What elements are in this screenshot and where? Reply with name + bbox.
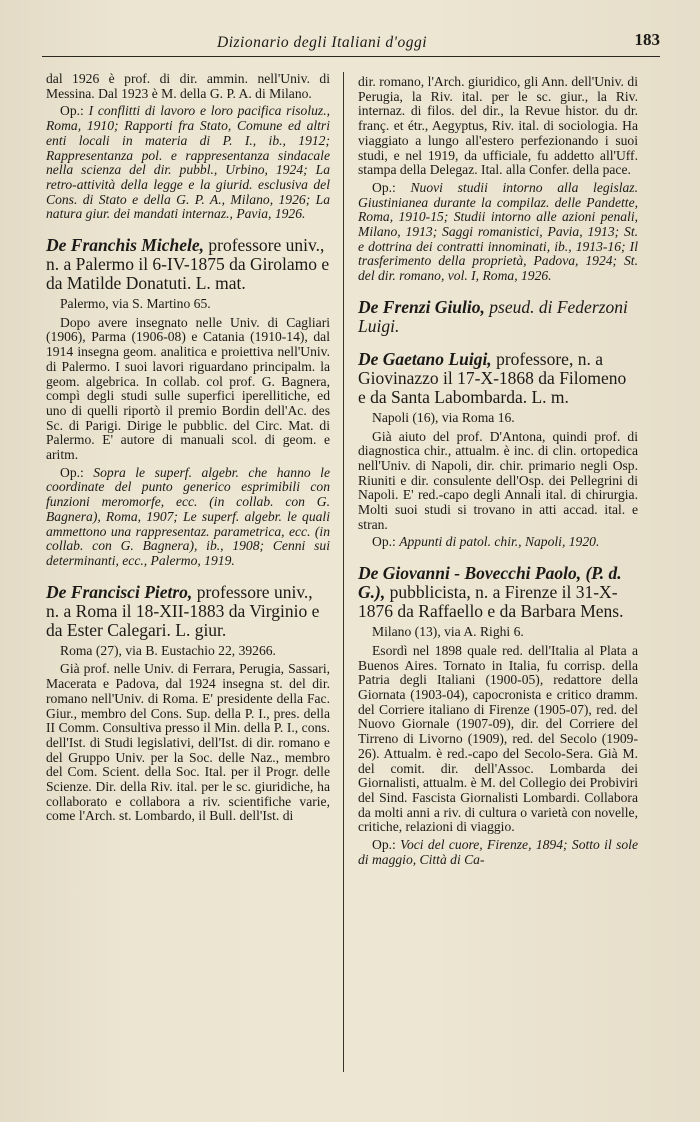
entry-continuation: dir. romano, l'Arch. giuridico, gli Ann. dell'Univ. di Perugia, la Riv. ital. per le sc. giur., la Riv. internaz. di filos. del dir., la Revue histor. du dr. franç. et étr., Aegyptus, Riv. ital. di sociologia. Ha viaggiato a lungo all'estero perfezionando i suoi studi, e nel 1919, da ufficiale, fu addetto all'Uff. stampa della Delegaz. Ital. alla Confer. della pace. [358,74,638,178]
entry-address: Roma (27), via B. Eustachio 22, 39266. [60,642,276,658]
works-label: Op.: [60,464,84,480]
entry-heading [46,236,330,293]
works-list: Appunti di patol. chir., Napoli, 1920. [399,534,600,550]
entry-summary: professore univ., n. a Roma il 18-XII-1883 da Virginio e da Ester Calegari. L. giur. [46,581,320,640]
entry-heading [358,298,638,336]
entry-works [358,535,638,550]
entry-heading [358,350,638,407]
right-column [358,75,638,867]
entry-address: Napoli (16), via Roma 16. [372,409,515,425]
works-label: Op.: [372,837,396,853]
left-column [46,72,330,824]
works-list: Nuovi studii intorno alla legislaz. Giustinianea durante la compilaz. delle Pandette, Roma, 1910-15; Studii intorno alle azioni penali, Milano, 1913; Saggi romanistici, Pavia, 1913; St. e dottrina dei contratti innominati, ib., 1913-16; Il trasferimento della proprietà, Padova, 1924; St. del dir. romano, vol. I, Roma, 1926. [358,179,638,284]
entry-works [46,104,330,222]
entry-continuation: dal 1926 è prof. di dir. ammin. nell'Univ. di Messina. Dal 1923 è M. della G. P. A. di Milano. [46,71,330,101]
entry-summary: professore univ., n. a Palermo il 6-IV-1875 da Girolamo e da Matilde Donatuti. L. mat. [46,235,330,294]
column-divider [343,72,344,1072]
entry-biography: Già prof. nelle Univ. di Ferrara, Perugia, Sassari, Macerata e Padova, dal 1924 insegna st. del dir. romano nell'Univ. di Roma. E' presidente della Fac. Giur., membro del Cons. Sup. della P. I., pres. della II Comm. Consultiva presso il Min. della P. I., cons. dell'Ist. di Studi legislativi, dell'Ist. di dir. romano e del Gruppo Univ. per la Soc. delle Naz., membro del Com. Scient. della Soc. Ital. per il Progr. delle Scienze. Dir. della Riv. ital. per le sc. giuridiche, ha collaborato e collabora a riv. scientifiche varie, come l'Arch. st. Lombardo, il Bull. dell'Ist. di [46,661,330,824]
entry-heading [46,583,330,640]
entry-biography: Già aiuto del prof. D'Antona, quindi prof. di diagnostica chir., attualm. è inc. di clin. ortopedica nell'Univ. di Napoli, dir. chir. primario negli Osp. Riuniti e dir. consulente dell'Osp. dei Pellegrini di Napoli. E' red.-capo degli Annali ital. di chirurgia. Molti suoi studi si trovano in atti accad. ital. e stran. [358,428,638,532]
works-label: Op.: [372,534,396,550]
works-list: Sopra le superf. algebr. che hanno le coordinate del punto generico esprimibili con funzioni meromorfe, ecc. (in collab. con G. Bagnera), Roma, 1907; Le superf. algebr. le quali ammettono una rappresentaz. parametrica, ecc. (in collab. con G. Bagnera), ib., 1908; Cenni sui determinanti, ecc., Palermo, 1919. [46,464,330,568]
entry-name: De Franchis Michele, [46,235,204,256]
entry-biography: Dopo avere insegnato nelle Univ. di Cagliari (1906), Parma (1906-08) e Catania (1910-14), dal 1914 insegna geom. analitica e proiettiva nell'Univ. di Palermo. I suoi lavori riguardano principalm. la geom. algebrica. In collab. col prof. G. Bagnera, compì degli studi sulle superfici iperellitiche, ed uno di quelli riportò il premio Bordin dell'Ac. des Sc. di Parigi. Dirige le pubblic. del Circ. Mat. di Palermo. E' autore di manuali scol. di geom. e aritm. [46,314,330,463]
works-label: Op.: [372,179,396,195]
entry-name: De Gaetano Luigi, [358,348,492,369]
entry-summary: pseud. di Federzoni Luigi. [358,296,628,336]
works-list: I conflitti di lavoro e loro pacifica risoluz., Roma, 1910; Rapporti fra Stato, Comune ed altri enti locali in materia di P. I., ib., 1912; Rappresentanza pol. e rappresentanza sindacale nella scienza del dir. pubbl., Urbino, 1924; La retro-attività della legge e la giurid. esclusiva del Cons. di Stato e della G. P. A., Milano, 1926; La natura giur. dei mandati internaz., Pavia, 1926. [46,103,330,222]
entry-name: De Francisci Pietro, [46,581,193,602]
running-title: Dizionario degli Italiani d'oggi [217,34,428,51]
entry-address: Milano (13), via A. Righi 6. [372,624,524,640]
running-header [42,30,660,57]
entry-address: Palermo, via S. Martino 65. [60,296,211,312]
entry-works [358,181,638,284]
entry-summary: professore, n. a Giovinazzo il 17-X-1868 da Filomeno e da Santa Labombarda. L. m. [358,348,627,407]
entry-summary: pubblicista, n. a Firenze il 31-X-1876 da Raffaello e da Barbara Mens. [358,582,624,622]
entry-heading [358,564,638,621]
works-label: Op.: [60,103,84,119]
page-number: 183 [634,30,660,49]
entry-works [358,838,638,867]
entry-works [46,466,330,569]
works-list: Voci del cuore, Firenze, 1894; Sotto il sole di maggio, Città di Ca- [358,837,638,867]
entry-biography: Esordì nel 1898 quale red. dell'Italia al Plata a Buenos Aires. Tornato in Italia, fu corrisp. della Patria degli Italiani (1900-05), redattore della Giornata (1903-04), capocronista e critico dramm. del Corriere italiano di Firenze (1905-07), red. del Nuovo Giornale (1907-09), dir. del Corriere del Tirreno di Livorno (1909), red. del Secolo (1909-26). Attualm. è red.-capo del Secolo-Sera. Già M. del comit. dir. dell'Assoc. Lombarda dei Giornalisti, attualm. è M. del Collegio dei Probiviri del Sind. Fascista Giornalisti Lombardi. Collabora da molti anni a riv. di cultura o varietà con novelle, critiche, relazioni di viaggio. [358,642,638,835]
entry-name: De Frenzi Giulio, [358,296,485,317]
entry-name: De Giovanni - Bovecchi Paolo, (P. d. G.), [358,563,622,603]
